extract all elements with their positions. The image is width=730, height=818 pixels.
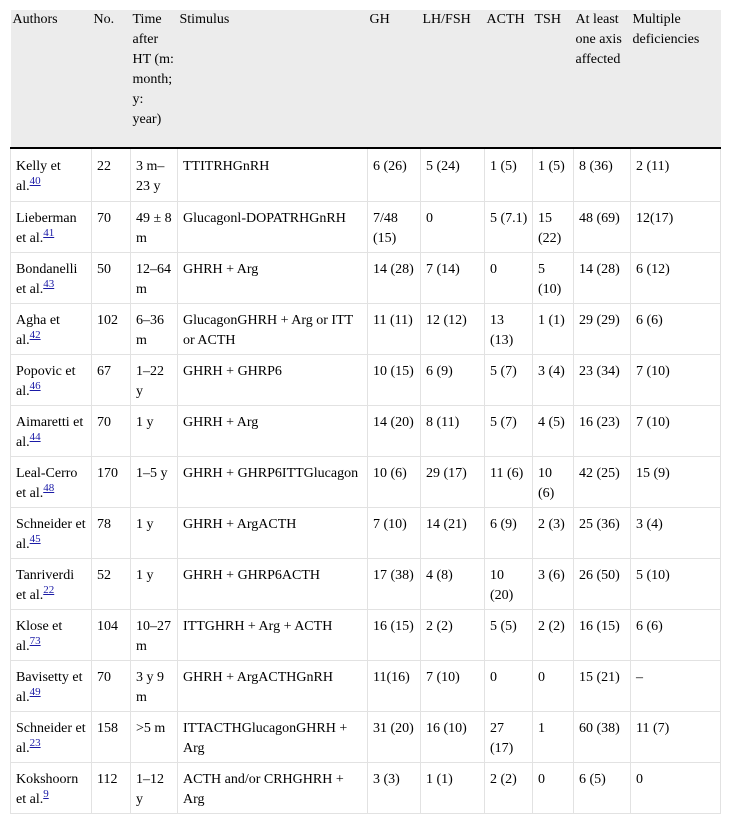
one-axis-cell: 15 (21)	[574, 660, 631, 711]
author-name: Kokshoorn et al.	[16, 771, 79, 807]
time-cell: 3 m–23 y	[131, 148, 178, 201]
author-name: Klose et al.	[16, 618, 63, 654]
lh-fsh-cell: 16 (10)	[421, 711, 485, 762]
author-name: Aimaretti et al.	[16, 414, 84, 450]
author-name: Bavisetty et al.	[16, 669, 83, 705]
author-name: Schneider et al.	[16, 516, 86, 552]
gh-cell: 3 (3)	[368, 762, 421, 813]
table-row	[11, 405, 721, 456]
reference-link[interactable]: 73	[29, 634, 41, 647]
one-axis-cell: 29 (29)	[574, 303, 631, 354]
no-cell: 112	[92, 762, 131, 813]
tsh-cell: 2 (2)	[533, 609, 574, 660]
stimulus-cell: ITTACTHGlucagonGHRH + Arg	[178, 711, 368, 762]
table-row	[11, 660, 721, 711]
acth-cell: 0	[485, 252, 533, 303]
reference-link[interactable]: 44	[29, 430, 41, 443]
header-multiple-deficiencies: Multiple deficiencies	[631, 10, 721, 148]
tsh-cell: 15 (22)	[533, 201, 574, 252]
lh-fsh-cell: 29 (17)	[421, 456, 485, 507]
no-cell: 67	[92, 354, 131, 405]
reference-link[interactable]: 41	[43, 226, 55, 239]
lh-fsh-cell: 8 (11)	[421, 405, 485, 456]
acth-cell: 0	[485, 660, 533, 711]
one-axis-cell: 48 (69)	[574, 201, 631, 252]
reference-link[interactable]: 42	[29, 328, 41, 341]
stimulus-cell: GHRH + Arg	[178, 405, 368, 456]
acth-cell: 10 (20)	[485, 558, 533, 609]
no-cell: 78	[92, 507, 131, 558]
multiple-cell: 6 (6)	[631, 303, 721, 354]
stimulus-cell: GHRH + GHRP6ACTH	[178, 558, 368, 609]
author-name: Leal-Cerro et al.	[16, 465, 78, 501]
no-cell: 70	[92, 405, 131, 456]
multiple-cell: 2 (11)	[631, 148, 721, 201]
multiple-cell: 11 (7)	[631, 711, 721, 762]
time-cell: 1 y	[131, 558, 178, 609]
author-cell	[11, 660, 92, 711]
time-cell: 1–12 y	[131, 762, 178, 813]
gh-cell: 11 (11)	[368, 303, 421, 354]
author-cell	[11, 609, 92, 660]
table-header	[11, 10, 721, 148]
tsh-cell: 10 (6)	[533, 456, 574, 507]
author-cell	[11, 456, 92, 507]
time-cell: >5 m	[131, 711, 178, 762]
tsh-cell: 0	[533, 660, 574, 711]
no-cell: 104	[92, 609, 131, 660]
tsh-cell: 4 (5)	[533, 405, 574, 456]
table-row	[11, 354, 721, 405]
stimulus-cell: ITTGHRH + Arg + ACTH	[178, 609, 368, 660]
tsh-cell: 1 (1)	[533, 303, 574, 354]
multiple-cell: 15 (9)	[631, 456, 721, 507]
tsh-cell: 3 (4)	[533, 354, 574, 405]
gh-cell: 14 (28)	[368, 252, 421, 303]
time-cell: 12–64 m	[131, 252, 178, 303]
stimulus-cell: GHRH + Arg	[178, 252, 368, 303]
time-cell: 10–27 m	[131, 609, 178, 660]
header-gh: GH	[368, 10, 421, 148]
gh-cell: 11(16)	[368, 660, 421, 711]
reference-link[interactable]: 9	[43, 787, 49, 800]
tsh-cell: 1	[533, 711, 574, 762]
reference-link[interactable]: 22	[43, 583, 55, 596]
acth-cell: 27 (17)	[485, 711, 533, 762]
stimulus-cell: GHRH + GHRP6ITTGlucagon	[178, 456, 368, 507]
tsh-cell: 0	[533, 762, 574, 813]
gh-cell: 10 (6)	[368, 456, 421, 507]
one-axis-cell: 42 (25)	[574, 456, 631, 507]
table-row	[11, 711, 721, 762]
stimulus-cell: GHRH + ArgACTH	[178, 507, 368, 558]
time-cell: 1 y	[131, 405, 178, 456]
author-cell	[11, 762, 92, 813]
tsh-cell: 5 (10)	[533, 252, 574, 303]
acth-cell: 5 (7)	[485, 405, 533, 456]
gh-cell: 7 (10)	[368, 507, 421, 558]
multiple-cell: 6 (6)	[631, 609, 721, 660]
reference-link[interactable]: 46	[29, 379, 41, 392]
acth-cell: 13 (13)	[485, 303, 533, 354]
one-axis-cell: 8 (36)	[574, 148, 631, 201]
gh-cell: 7/48 (15)	[368, 201, 421, 252]
one-axis-cell: 14 (28)	[574, 252, 631, 303]
author-cell	[11, 252, 92, 303]
table-row	[11, 609, 721, 660]
reference-link[interactable]: 48	[43, 481, 55, 494]
no-cell: 22	[92, 148, 131, 201]
one-axis-cell: 6 (5)	[574, 762, 631, 813]
tsh-cell: 2 (3)	[533, 507, 574, 558]
stimulus-cell: GHRH + ArgACTHGnRH	[178, 660, 368, 711]
no-cell: 50	[92, 252, 131, 303]
stimulus-cell: GHRH + GHRP6	[178, 354, 368, 405]
author-name: Tanriverdi et al.	[16, 567, 75, 603]
multiple-cell: 0	[631, 762, 721, 813]
table-row	[11, 456, 721, 507]
multiple-cell: 3 (4)	[631, 507, 721, 558]
header-stimulus: Stimulus	[178, 10, 368, 148]
no-cell: 52	[92, 558, 131, 609]
acth-cell: 5 (7.1)	[485, 201, 533, 252]
author-name: Schneider et al.	[16, 720, 86, 756]
author-cell	[11, 201, 92, 252]
acth-cell: 5 (7)	[485, 354, 533, 405]
lh-fsh-cell: 12 (12)	[421, 303, 485, 354]
one-axis-cell: 26 (50)	[574, 558, 631, 609]
author-cell	[11, 354, 92, 405]
table-body	[11, 148, 721, 813]
table-row	[11, 507, 721, 558]
reference-link[interactable]: 40	[29, 175, 41, 188]
author-cell	[11, 558, 92, 609]
multiple-cell: 5 (10)	[631, 558, 721, 609]
pituitary-deficiency-table	[10, 10, 721, 814]
no-cell: 70	[92, 201, 131, 252]
one-axis-cell: 23 (34)	[574, 354, 631, 405]
author-name: Popovic et al.	[16, 363, 76, 399]
header-no: No.	[92, 10, 131, 148]
header-at-least-one-axis: At least one axis affected	[574, 10, 631, 148]
one-axis-cell: 60 (38)	[574, 711, 631, 762]
header-acth: ACTH	[485, 10, 533, 148]
time-cell: 6–36 m	[131, 303, 178, 354]
table-row	[11, 558, 721, 609]
lh-fsh-cell: 2 (2)	[421, 609, 485, 660]
author-cell	[11, 507, 92, 558]
header-time-after-ht: Time after HT (m: month; y: year)	[131, 10, 178, 148]
author-cell	[11, 405, 92, 456]
gh-cell: 6 (26)	[368, 148, 421, 201]
table-row	[11, 201, 721, 252]
no-cell: 170	[92, 456, 131, 507]
stimulus-cell: GlucagonGHRH + Arg or ITT or ACTH	[178, 303, 368, 354]
no-cell: 158	[92, 711, 131, 762]
multiple-cell: 6 (12)	[631, 252, 721, 303]
time-cell: 1–22 y	[131, 354, 178, 405]
acth-cell: 2 (2)	[485, 762, 533, 813]
stimulus-cell: TTITRHGnRH	[178, 148, 368, 201]
one-axis-cell: 16 (23)	[574, 405, 631, 456]
stimulus-cell: ACTH and/or CRHGHRH + Arg	[178, 762, 368, 813]
acth-cell: 5 (5)	[485, 609, 533, 660]
header-lh-fsh: LH/FSH	[421, 10, 485, 148]
multiple-cell: –	[631, 660, 721, 711]
time-cell: 3 y 9 m	[131, 660, 178, 711]
tsh-cell: 3 (6)	[533, 558, 574, 609]
acth-cell: 1 (5)	[485, 148, 533, 201]
reference-link[interactable]: 43	[43, 277, 55, 290]
acth-cell: 6 (9)	[485, 507, 533, 558]
table-row	[11, 762, 721, 813]
author-name: Bondanelli et al.	[16, 261, 78, 297]
header-authors: Authors	[11, 10, 92, 148]
table-row	[11, 148, 721, 201]
multiple-cell: 7 (10)	[631, 354, 721, 405]
lh-fsh-cell: 7 (14)	[421, 252, 485, 303]
time-cell: 1 y	[131, 507, 178, 558]
stimulus-cell: Glucagonl-DOPATRHGnRH	[178, 201, 368, 252]
reference-link[interactable]: 23	[29, 736, 41, 749]
tsh-cell: 1 (5)	[533, 148, 574, 201]
lh-fsh-cell: 14 (21)	[421, 507, 485, 558]
reference-link[interactable]: 49	[29, 685, 41, 698]
lh-fsh-cell: 4 (8)	[421, 558, 485, 609]
gh-cell: 17 (38)	[368, 558, 421, 609]
lh-fsh-cell: 5 (24)	[421, 148, 485, 201]
gh-cell: 14 (20)	[368, 405, 421, 456]
gh-cell: 16 (15)	[368, 609, 421, 660]
gh-cell: 10 (15)	[368, 354, 421, 405]
reference-link[interactable]: 45	[29, 532, 41, 545]
lh-fsh-cell: 0	[421, 201, 485, 252]
author-cell	[11, 303, 92, 354]
acth-cell: 11 (6)	[485, 456, 533, 507]
header-row	[11, 10, 721, 148]
table-row	[11, 252, 721, 303]
lh-fsh-cell: 6 (9)	[421, 354, 485, 405]
lh-fsh-cell: 7 (10)	[421, 660, 485, 711]
author-name: Lieberman et al.	[16, 210, 77, 246]
header-tsh: TSH	[533, 10, 574, 148]
time-cell: 1–5 y	[131, 456, 178, 507]
one-axis-cell: 25 (36)	[574, 507, 631, 558]
table-row	[11, 303, 721, 354]
one-axis-cell: 16 (15)	[574, 609, 631, 660]
no-cell: 102	[92, 303, 131, 354]
author-cell	[11, 148, 92, 201]
author-name: Agha et al.	[16, 312, 60, 348]
multiple-cell: 12(17)	[631, 201, 721, 252]
no-cell: 70	[92, 660, 131, 711]
multiple-cell: 7 (10)	[631, 405, 721, 456]
author-name: Kelly et al.	[16, 159, 61, 194]
lh-fsh-cell: 1 (1)	[421, 762, 485, 813]
author-cell	[11, 711, 92, 762]
gh-cell: 31 (20)	[368, 711, 421, 762]
time-cell: 49 ± 8 m	[131, 201, 178, 252]
